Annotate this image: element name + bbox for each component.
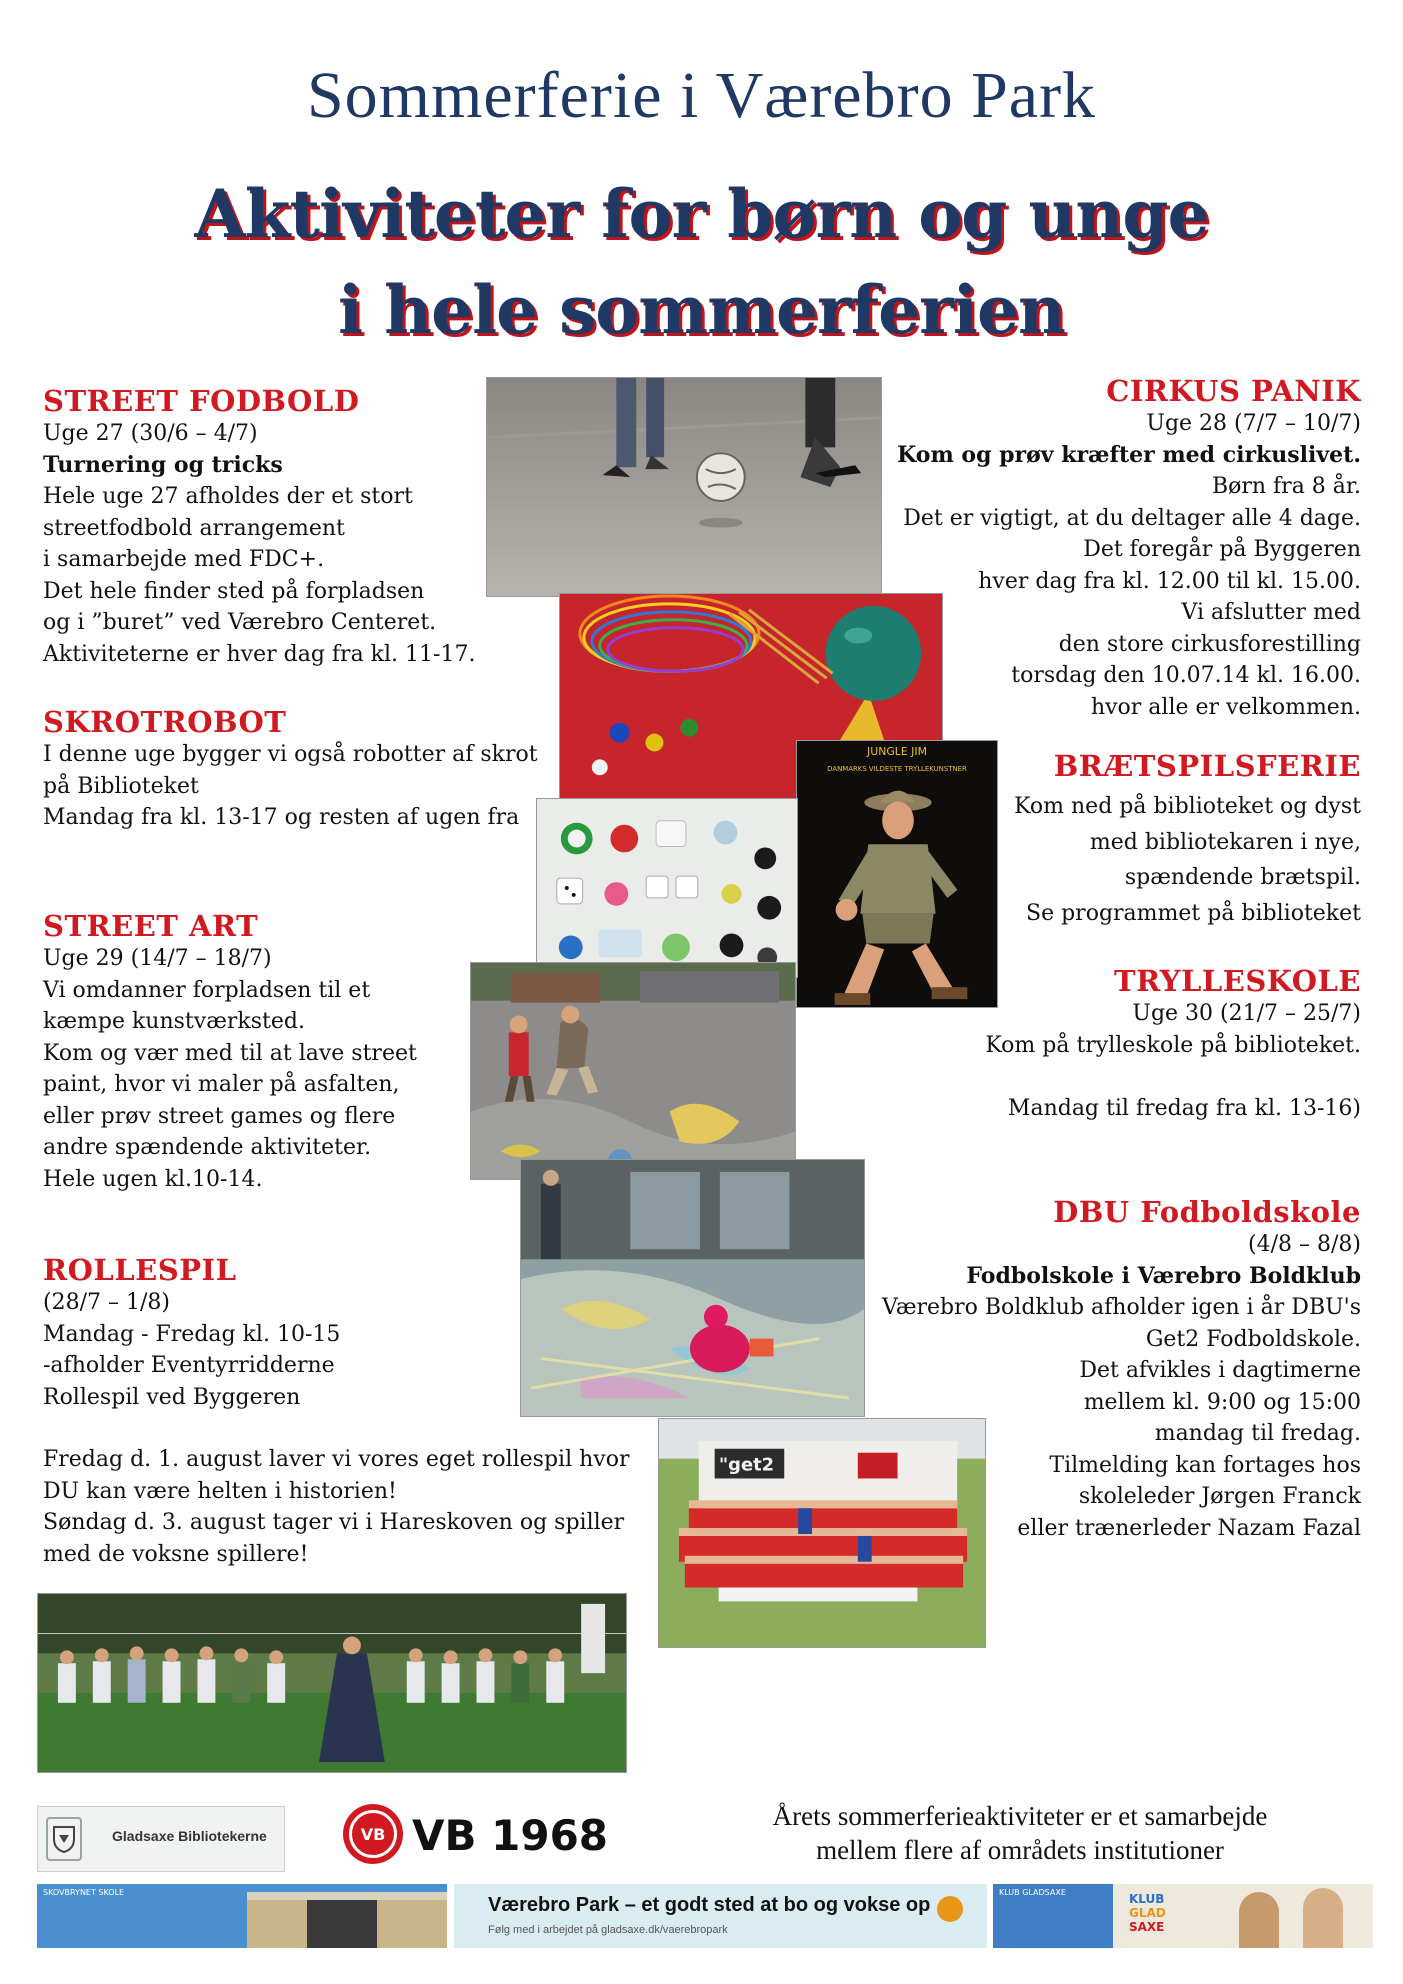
vb-club-badge-icon <box>343 1804 403 1864</box>
jungle-jim-title: JUNGLE JIM <box>867 744 927 758</box>
get2-sign: "get2 <box>718 1454 775 1476</box>
street-art-line: andre spændende aktiviteter. <box>43 1135 372 1160</box>
jungle-jim-subtitle: DANMARKS VILDESTE TRYLLEKUNSTNER <box>827 764 967 773</box>
gladsaxe-bibliotekerne-text: Gladsaxe Bibliotekerne <box>112 1828 267 1844</box>
trylleskole-heading: TRYLLESKOLE <box>1113 964 1361 998</box>
klub-logo-line-1: KLUB <box>1129 1892 1165 1906</box>
page-subtitle <box>0 166 1403 358</box>
braetspil-line: Se programmet på biblioteket <box>1026 900 1361 926</box>
vaerebro-park-banner-subtext: Følg med i arbejdet på gladsaxe.dk/vaerebropark <box>488 1924 728 1936</box>
rollespil-line: (28/7 – 1/8) <box>43 1290 170 1315</box>
vaerebro-park-banner-text: Værebro Park – et godt sted at bo og vokse op <box>488 1894 931 1916</box>
skovbrynet-skole-banner <box>37 1884 447 1948</box>
braetspil-line: med bibliotekaren i nye, <box>1089 829 1361 855</box>
skovbrynet-skole-label: SKOVBRYNET SKOLE <box>43 1888 125 1897</box>
rollespil-line: Mandag - Fredag kl. 10-15 <box>43 1321 341 1347</box>
rollespil-heading: ROLLESPIL <box>43 1253 237 1287</box>
klub-children-image <box>1113 1884 1373 1948</box>
dbu-tagline: Fodbolskole i Værebro Boldklub <box>966 1262 1361 1289</box>
skrotrobot-line: på Biblioteket <box>43 773 199 799</box>
vb-1968-logo-text: VB 1968 <box>412 1811 609 1860</box>
klub-logo-line-2: GLAD <box>1129 1906 1166 1920</box>
dbu-week: (4/8 – 8/8) <box>1248 1232 1361 1257</box>
subtitle-line-2: i hele sommerferien <box>338 271 1065 349</box>
school-building-image <box>247 1892 447 1948</box>
dbu-line: Værebro Boldklub afholder igen i år DBU's <box>881 1295 1361 1320</box>
klub-gladsaxe-label: KLUB GLADSAXE <box>999 1888 1066 1897</box>
orange-dot-icon <box>937 1896 963 1922</box>
subtitle-line-1: Aktiviteter for børn og unge <box>194 175 1209 253</box>
street-fodbold-heading: STREET FODBOLD <box>43 384 360 418</box>
photo-rollespil-group <box>37 1593 627 1773</box>
cirkus-line: Det foregår på Byggeren <box>1083 537 1361 562</box>
street-fodbold-line: Aktiviteterne er hver dag fra kl. 11-17. <box>43 641 476 667</box>
cirkus-week: Uge 28 (7/7 – 10/7) <box>1146 411 1361 436</box>
section-cirkus-panik <box>881 374 1361 723</box>
photo-dbu-team <box>658 1418 986 1648</box>
klub-logo-line-3: SAXE <box>1129 1920 1165 1934</box>
street-art-line: Vi omdanner forpladsen til et <box>43 977 371 1003</box>
collaboration-line-1: Årets sommerferieaktiviteter er et samarbejde <box>772 1801 1268 1831</box>
street-art-line: Uge 29 (14/7 – 18/7) <box>43 946 272 971</box>
dbu-heading: DBU Fodboldskole <box>1053 1195 1361 1229</box>
collaboration-note <box>700 1799 1340 1867</box>
street-fodbold-week: Uge 27 (30/6 – 4/7) <box>43 421 258 446</box>
street-fodbold-line: Hele uge 27 afholdes der et stort <box>43 484 413 509</box>
klub-gladsaxe-banner <box>993 1884 1373 1948</box>
section-street-art <box>43 909 463 1195</box>
photo-jungle-jim <box>796 740 998 1008</box>
trylleskole-line: Mandag til fredag fra kl. 13-16) <box>1007 1095 1361 1121</box>
skrotrobot-line: Mandag fra kl. 13-17 og resten af ugen fra <box>43 805 520 830</box>
dbu-line: Det afvikles i dagtimerne <box>1079 1358 1361 1383</box>
skrotrobot-heading: SKROTROBOT <box>43 705 287 739</box>
section-skrotrobot <box>43 705 563 834</box>
rollespil-extra-line: Fredag d. 1. august laver vi vores eget rollespil hvor <box>43 1447 630 1472</box>
klub-gladsaxe-logo <box>1129 1892 1166 1934</box>
street-art-line: kæmpe kunstværksted. <box>43 1009 305 1034</box>
dbu-line: Get2 Fodboldskole. <box>1145 1326 1361 1352</box>
cirkus-line: hver dag fra kl. 12.00 til kl. 15.00. <box>978 568 1361 594</box>
cirkus-line: Vi afslutter med <box>1181 600 1361 625</box>
section-braetspilsferie <box>961 749 1361 931</box>
rollespil-extra-line: Søndag d. 3. august tager vi i Hareskoven og spiller <box>43 1510 625 1535</box>
dbu-line: mandag til fredag. <box>1154 1421 1361 1446</box>
cirkus-line: hvor alle er velkommen. <box>1090 694 1361 720</box>
photo-board-game-pieces <box>536 798 798 978</box>
street-art-line: Hele ugen kl.10-14. <box>43 1166 263 1192</box>
section-street-fodbold <box>43 384 563 670</box>
trylleskole-line <box>961 1061 1361 1093</box>
gladsaxe-crest-icon <box>46 1817 82 1861</box>
page-title: Sommerferie i Værebro Park <box>306 59 1097 132</box>
street-fodbold-line: Det hele finder sted på forpladsen <box>43 578 425 604</box>
street-art-heading: STREET ART <box>43 909 259 943</box>
trylleskole-line: Kom på trylleskole på biblioteket. <box>985 1032 1361 1058</box>
section-trylleskole <box>961 964 1361 1124</box>
cirkus-line: den store cirkusforestilling <box>1058 631 1361 657</box>
street-art-line: eller prøv street games og flere <box>43 1103 396 1129</box>
dbu-line: Tilmelding kan fortages hos <box>1049 1452 1361 1478</box>
photo-chalk-art <box>520 1159 865 1417</box>
cirkus-tagline: Kom og prøv kræfter med cirkuslivet. <box>897 441 1361 468</box>
rollespil-extra-line: med de voksne spillere! <box>43 1541 309 1567</box>
street-fodbold-line: og i ”buret” ved Værebro Centeret. <box>43 610 437 635</box>
dbu-line: eller trænerleder Nazam Fazal <box>1017 1515 1361 1541</box>
collaboration-line-2: mellem flere af områdets institutioner <box>816 1835 1224 1865</box>
braetspil-line: spændende brætspil. <box>1124 865 1361 890</box>
skrotrobot-line: I denne uge bygger vi også robotter af skrot <box>43 742 538 767</box>
photo-street-football <box>486 377 882 597</box>
vaerebro-park-banner <box>454 1884 987 1948</box>
rollespil-extra-line: DU kan være helten i historien! <box>43 1478 397 1504</box>
photo-street-art <box>470 962 796 1180</box>
cirkus-line: Børn fra 8 år. <box>1211 474 1361 499</box>
rollespil-line: Rollespil ved Byggeren <box>43 1384 301 1410</box>
street-fodbold-line: i samarbejde med FDC+. <box>43 547 325 572</box>
trylleskole-line: Uge 30 (21/7 – 25/7) <box>1132 1001 1361 1026</box>
braetspil-heading: BRÆTSPILSFERIE <box>1053 749 1361 783</box>
street-art-line: Kom og vær med til at lave street <box>43 1040 417 1066</box>
cirkus-line: torsdag den 10.07.14 kl. 16.00. <box>1011 663 1361 688</box>
gladsaxe-bibliotekerne-logo <box>37 1806 285 1872</box>
rollespil-line: -afholder Eventyrridderne <box>43 1353 335 1378</box>
street-fodbold-tagline: Turnering og tricks <box>43 451 283 478</box>
dbu-line: skoleleder Jørgen Franck <box>1078 1484 1361 1509</box>
dbu-line: mellem kl. 9:00 og 15:00 <box>1083 1389 1361 1415</box>
cirkus-heading: CIRKUS PANIK <box>1106 374 1361 408</box>
cirkus-line: Det er vigtigt, at du deltager alle 4 dage. <box>903 505 1361 531</box>
vb-badge-text: VB <box>349 1810 397 1858</box>
street-art-line: paint, hvor vi maler på asfalten, <box>43 1072 400 1097</box>
street-fodbold-line: streetfodbold arrangement <box>43 515 345 541</box>
braetspil-line: Kom ned på biblioteket og dyst <box>1014 794 1361 819</box>
